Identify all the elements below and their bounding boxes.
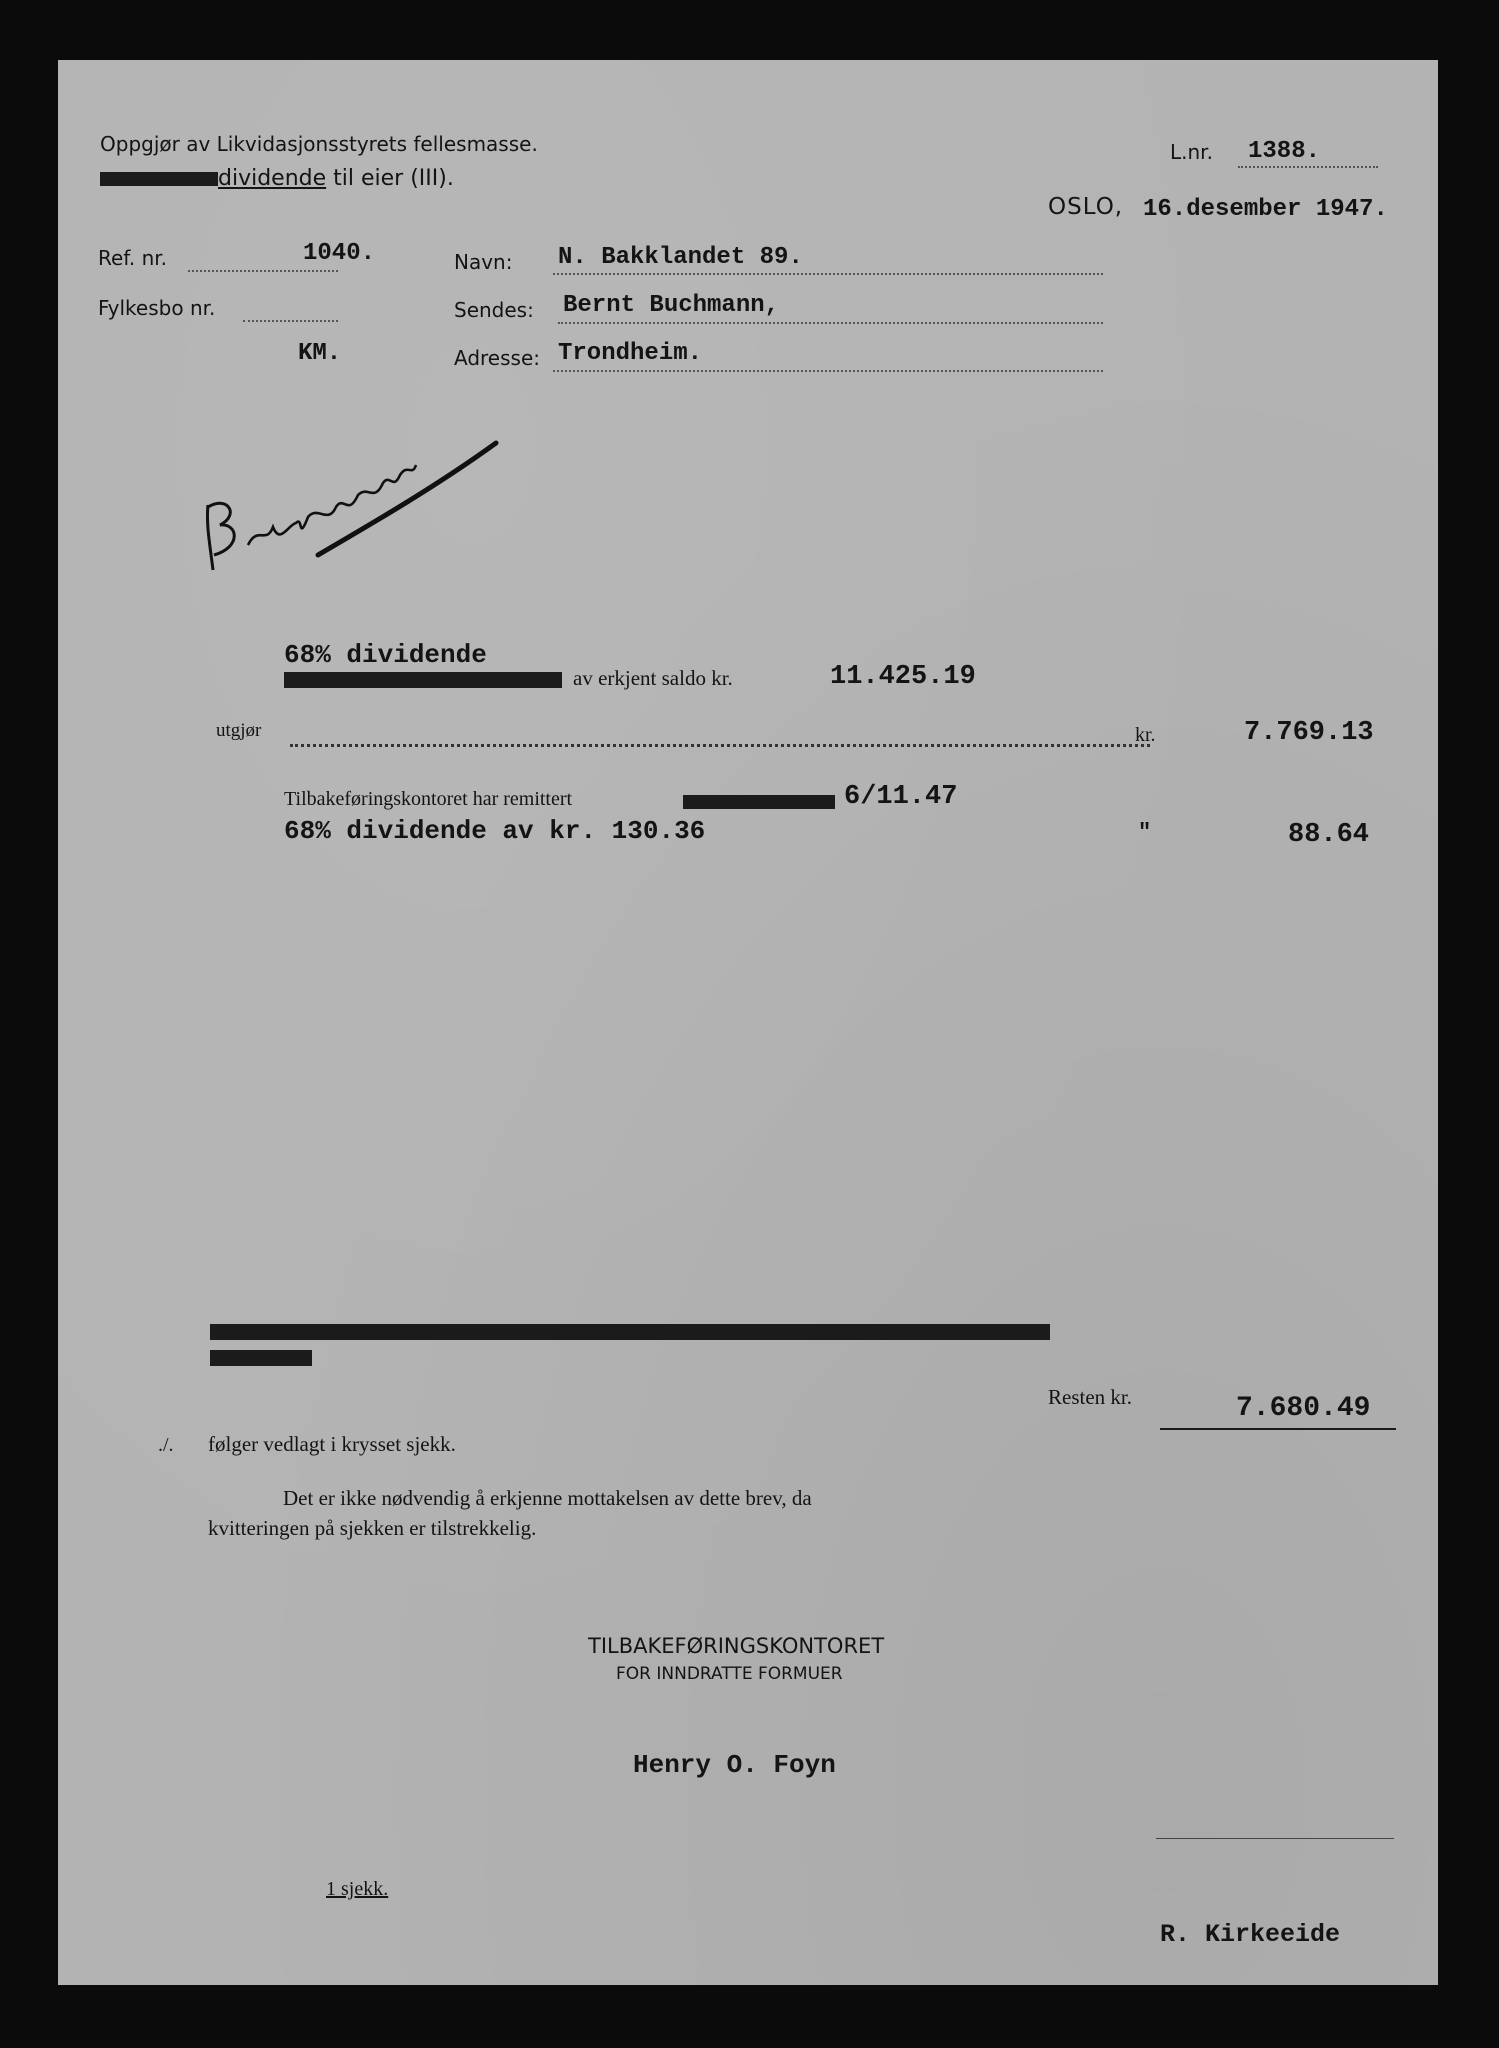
document-page [58, 60, 1438, 1985]
sendes-value: Bernt Buchmann, [563, 292, 780, 319]
handwritten-signature [178, 395, 508, 610]
fylkesbo-dotted-line [243, 320, 338, 322]
navn-value: N. Bakklandet 89. [558, 244, 803, 271]
signature-line [1156, 1838, 1394, 1839]
org-subtitle: FOR INNDRATTE FORMUER [616, 1664, 843, 1684]
saldo-text: av erkjent saldo kr. [573, 666, 733, 690]
letter-date: 16.desember 1947. [1143, 196, 1388, 223]
enclosure-note: 1 sjekk. [326, 1878, 389, 1900]
struck-out-text [284, 672, 562, 688]
enclosed-mark: ./. [158, 1434, 174, 1456]
struck-out-word [100, 172, 218, 186]
notice-line1: Det er ikke nødvendig å erkjenne mottakelsen av dette brev, da [283, 1486, 812, 1510]
sendes-label: Sendes: [454, 298, 534, 322]
ref-dotted-line [188, 270, 338, 272]
adresse-dotted-line [553, 370, 1103, 372]
header-subtitle-rest: til eier (III). [333, 166, 454, 191]
struck-out-remit [683, 795, 835, 809]
clerk-initials: R. Kirkeeide [1160, 1920, 1341, 1949]
saldo-value: 11.425.19 [830, 662, 976, 692]
resten-underline [1160, 1428, 1396, 1430]
enclosed-text: følger vedlagt i krysset sjekk. [208, 1432, 456, 1456]
remit-value: 88.64 [1288, 820, 1370, 850]
header-dividend-word: dividende [218, 166, 327, 191]
signatory-name: Henry O. Foyn [633, 1750, 836, 1780]
struck-out-paragraph-line1 [210, 1324, 1050, 1340]
utgjor-label: utgjør [216, 720, 262, 741]
lnr-value: 1388. [1248, 138, 1321, 165]
remit-line2: 68% dividende av kr. 130.36 [284, 816, 706, 846]
fylkesbo-label: Fylkesbo nr. [98, 296, 216, 320]
utgjor-value: 7.769.13 [1244, 718, 1374, 748]
remit-text: Tilbakeføringskontoret har remittert [284, 788, 573, 810]
header-title: Oppgjør av Likvidasjonsstyrets fellesmasse. [100, 132, 538, 156]
lnr-dotted-line [1238, 166, 1378, 168]
org-name: TILBAKEFØRINGSKONTORET [588, 1634, 885, 1658]
header-subtitle [100, 166, 454, 191]
lnr-label: L.nr. [1170, 140, 1213, 164]
resten-value: 7.680.49 [1236, 1393, 1371, 1424]
resten-label: Resten kr. [1048, 1385, 1132, 1409]
adresse-value: Trondheim. [558, 340, 703, 367]
place-label: OSLO, [1048, 194, 1124, 220]
struck-out-paragraph-line2 [210, 1350, 312, 1366]
adresse-label: Adresse: [454, 346, 540, 370]
km-value: KM. [298, 340, 342, 367]
remit-date: 6/11.47 [844, 782, 958, 812]
ref-label: Ref. nr. [98, 246, 168, 270]
sendes-dotted-line [558, 322, 1103, 324]
ref-value: 1040. [303, 240, 376, 267]
dividend-heading: 68% dividende [284, 640, 487, 670]
utgjor-dotted-leader [290, 744, 1150, 747]
notice-line2: kvitteringen på sjekken er tilstrekkelig. [208, 1516, 537, 1540]
navn-label: Navn: [454, 250, 513, 274]
utgjor-kr-label: kr. [1135, 724, 1156, 746]
ditto-mark: " [1138, 820, 1152, 845]
navn-dotted-line [553, 273, 1103, 275]
